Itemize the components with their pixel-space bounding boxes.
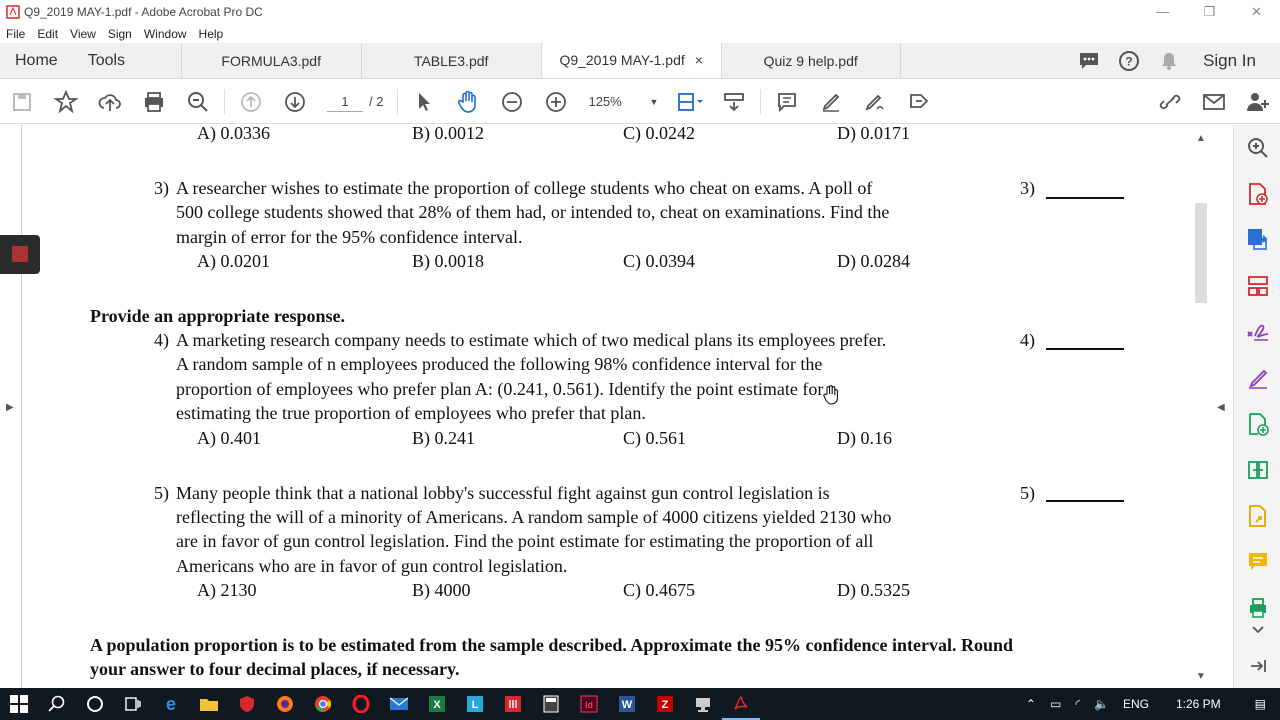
svg-text:L: L (471, 699, 479, 711)
q5-answer-b: B) 4000 (412, 580, 471, 600)
section-heading: A population proportion is to be estimated from the sample described. Approximate the 95% confidence interval. Round (90, 635, 1014, 655)
edge-browser-icon[interactable] (152, 688, 190, 720)
tab-q9-active[interactable] (541, 43, 721, 78)
email-icon[interactable] (1192, 80, 1236, 124)
tray-chevron-icon[interactable]: ⌃ (1025, 697, 1036, 711)
collapse-right-pane-icon[interactable]: ◀ (1217, 402, 1225, 413)
q5-number: 5) (154, 483, 169, 503)
tab-close-icon[interactable]: × (694, 52, 703, 68)
zoom-out-icon[interactable] (490, 80, 534, 124)
zoom-level-dropdown[interactable] (588, 94, 658, 109)
menu-sign[interactable]: Sign (107, 27, 132, 41)
q5-answer-d: D) 0.5325 (837, 580, 910, 600)
q5-line: Americans who are in favor of gun control legislation. (176, 556, 568, 576)
q3-answer-a: A) 0.0201 (197, 251, 270, 271)
acrobat-icon (6, 5, 20, 19)
q2-answer-b: B) 0.0012 (412, 125, 484, 143)
more-tools-chevron-icon[interactable] (1245, 617, 1271, 643)
chrome-icon[interactable] (304, 688, 342, 720)
menu-file[interactable]: File (6, 27, 26, 41)
q2-answer-d: D) 0.0171 (837, 125, 910, 143)
tab-formula3[interactable] (181, 43, 361, 78)
share-export-icon[interactable] (897, 80, 941, 124)
tab-label: TABLE3.pdf (413, 52, 489, 69)
sign-in-link[interactable]: Sign In (1203, 50, 1256, 70)
volume-icon[interactable]: 🔈 (1093, 697, 1109, 711)
fill-and-sign-icon[interactable] (1245, 318, 1271, 344)
scroll-up-icon[interactable]: ▲ (1196, 133, 1206, 144)
document-viewport (0, 125, 1232, 688)
tab-label: FORMULA3.pdf (221, 52, 321, 69)
battery-icon[interactable]: ▭ (1049, 697, 1062, 711)
q3-answer-d: D) 0.0284 (837, 251, 910, 271)
q3-answer-b: B) 0.0018 (412, 251, 484, 271)
security-app-icon[interactable] (228, 688, 266, 720)
edit-pdf-icon[interactable] (1245, 366, 1271, 392)
q4-number: 4) (154, 330, 169, 350)
menu-bar (0, 24, 1280, 44)
divider (224, 89, 225, 115)
q3-answer-blank (1046, 197, 1124, 199)
print-icon[interactable] (132, 80, 176, 124)
page-layout-icon[interactable] (668, 80, 712, 124)
menu-window[interactable]: Window (143, 27, 187, 41)
send-file-icon[interactable] (1245, 503, 1271, 529)
app-red-icon[interactable] (494, 688, 532, 720)
q4-answer-a: A) 0.401 (197, 428, 261, 448)
section-heading: your answer to four decimal places, if necessary. (90, 659, 460, 679)
excel-icon[interactable] (418, 688, 456, 720)
title-bar (0, 0, 1280, 24)
q4-line: estimating the true proportion of employees who prefer that plan. (176, 403, 646, 423)
scroll-down-icon[interactable]: ▼ (1196, 671, 1206, 682)
window-title: Q9_2019 MAY-1.pdf - Adobe Acrobat Pro DC (24, 5, 263, 19)
close-window-button[interactable]: ✕ (1251, 4, 1262, 19)
q3-answer-c: C) 0.0394 (623, 251, 695, 271)
highlight-pen-icon[interactable] (809, 80, 853, 124)
hand-cursor-icon (822, 385, 840, 405)
q2-answer-a: A) 0.0336 (197, 125, 270, 143)
q4-answer-blank (1046, 348, 1124, 350)
comment-icon[interactable] (765, 80, 809, 124)
svg-text:Id: Id (585, 700, 593, 710)
tab-table3[interactable] (361, 43, 541, 78)
q2-answer-c: C) 0.0242 (623, 125, 695, 143)
q5-answer-c: C) 0.4675 (623, 580, 695, 600)
q5-blank-label: 5) (1020, 483, 1035, 503)
task-view-icon[interactable] (114, 688, 152, 720)
export-pdf-icon[interactable] (1245, 226, 1271, 252)
svg-text:X: X (433, 699, 441, 711)
notifications-bell-icon[interactable] (1149, 51, 1189, 71)
q5-line: Many people think that a national lobby's successful fight against gun control legislation is (176, 483, 830, 503)
window-controls (1139, 0, 1280, 24)
collapse-pane-arrow-icon[interactable] (1245, 653, 1271, 679)
scroll-thumb[interactable] (1195, 203, 1207, 303)
right-tools-pane (1233, 125, 1280, 688)
tab-bar (0, 43, 1280, 79)
indesign-icon[interactable] (570, 688, 608, 720)
q4-line: proportion of employees who prefer plan A: (0.241, 0.561). Identify the point estimate for (176, 379, 824, 399)
page-navigator (327, 92, 383, 112)
create-pdf-icon[interactable] (1245, 181, 1271, 207)
minimize-button[interactable]: — (1156, 4, 1169, 19)
mail-app-icon[interactable] (380, 688, 418, 720)
language-indicator[interactable]: ENG (1122, 697, 1149, 711)
q4-answer-b: B) 0.241 (412, 428, 475, 448)
divider (397, 89, 398, 115)
toolbar (0, 80, 1280, 124)
search-icon[interactable] (38, 688, 76, 720)
q4-answer-d: D) 0.16 (837, 428, 892, 448)
expand-left-pane-icon[interactable]: ▶ (6, 402, 14, 413)
help-icon[interactable] (1109, 50, 1149, 72)
link-icon[interactable] (1148, 80, 1192, 124)
acrobat-taskbar-icon[interactable] (722, 688, 760, 720)
q5-answer-a: A) 2130 (197, 580, 257, 600)
select-cursor-icon[interactable] (402, 80, 446, 124)
maximize-button[interactable]: ❐ (1203, 4, 1216, 19)
stop-square-icon (12, 246, 28, 262)
windows-taskbar (0, 688, 1280, 720)
zoom-value: 125% (588, 94, 622, 109)
q3-line: margin of error for the 95% confidence interval. (176, 227, 523, 247)
save-icon[interactable] (0, 80, 44, 124)
comments-icon[interactable] (1069, 51, 1109, 71)
upload-cloud-icon[interactable] (88, 80, 132, 124)
section-heading: Provide an appropriate response. (90, 306, 346, 326)
zoom-search-icon[interactable] (1245, 135, 1271, 161)
vertical-scrollbar[interactable] (1190, 125, 1212, 688)
bookmark-star-icon[interactable] (44, 80, 88, 124)
tab-home[interactable]: Home (15, 51, 58, 69)
add-comment-icon[interactable] (1245, 549, 1271, 575)
wifi-icon[interactable]: ◜ (1075, 697, 1080, 711)
next-page-icon[interactable] (273, 80, 317, 124)
recording-stop-button[interactable] (0, 235, 40, 274)
svg-text:?: ? (1125, 54, 1133, 68)
q3-line: A researcher wishes to estimate the proportion of college students who cheat on exams. A poll of (176, 178, 873, 198)
page-number-input[interactable]: 1 (327, 92, 363, 112)
tab-label: Quiz 9 help.pdf (763, 52, 858, 69)
scroll-mode-icon[interactable] (712, 80, 756, 124)
q3-number: 3) (154, 178, 169, 198)
q5-line: are in favor of gun control legislation. Find the point estimate for estimating the proportion of all (176, 531, 874, 551)
filezilla-icon[interactable] (646, 688, 684, 720)
q4-answer-c: C) 0.561 (623, 428, 686, 448)
menu-edit[interactable]: Edit (37, 27, 59, 41)
previous-page-icon[interactable] (229, 80, 273, 124)
q4-line: A marketing research company needs to estimate which of two medical plans its employees prefer. (176, 330, 887, 350)
action-center-icon[interactable]: ▤ (1254, 697, 1266, 711)
tab-tools[interactable]: Tools (87, 51, 126, 69)
hand-tool-icon[interactable] (446, 80, 490, 124)
svg-text:W: W (621, 699, 633, 711)
chevron-down-icon: ▼ (649, 96, 659, 107)
send-for-review-icon[interactable] (1245, 411, 1271, 437)
launcher-l-icon[interactable] (456, 688, 494, 720)
file-explorer-icon[interactable] (190, 688, 228, 720)
opera-icon[interactable] (342, 688, 380, 720)
network-tool-icon[interactable] (684, 688, 722, 720)
menu-view[interactable]: View (70, 27, 96, 41)
add-user-icon[interactable] (1236, 80, 1280, 124)
divider (760, 89, 761, 115)
svg-text:Z: Z (661, 699, 669, 711)
zoom-in-icon[interactable] (534, 80, 578, 124)
page-total: / 2 (369, 94, 384, 109)
q5-line: reflecting the will of a minority of Americans. A random sample of 4000 citizens yielded 2130 who (176, 507, 892, 527)
pdf-page (0, 125, 1190, 688)
windows-start-icon[interactable] (0, 688, 38, 720)
cortana-icon[interactable] (76, 688, 114, 720)
q4-line: A random sample of n employees produced the following 98% confidence interval for the (176, 354, 823, 374)
organize-pages-icon[interactable] (1245, 273, 1271, 299)
fill-sign-icon[interactable] (853, 80, 897, 124)
tab-label: Q9_2019 MAY-1.pdf (559, 52, 685, 68)
menu-help[interactable]: Help (198, 27, 224, 41)
system-tray (1019, 697, 1280, 711)
clock[interactable]: 1:26 PM (1175, 697, 1221, 711)
word-icon[interactable] (608, 688, 646, 720)
q4-blank-label: 4) (1020, 330, 1035, 350)
tab-quiz9help[interactable] (721, 43, 901, 78)
calculator-icon[interactable] (532, 688, 570, 720)
search-zoom-icon[interactable] (176, 80, 220, 124)
q3-blank-label: 3) (1020, 178, 1035, 198)
compare-files-icon[interactable] (1245, 457, 1271, 483)
q3-line: 500 college students showed that 28% of them had, or intended to, cheat on examinations. Find the (176, 202, 890, 222)
svg-text:e: e (165, 695, 177, 713)
q5-answer-blank (1046, 500, 1124, 502)
firefox-icon[interactable] (266, 688, 304, 720)
